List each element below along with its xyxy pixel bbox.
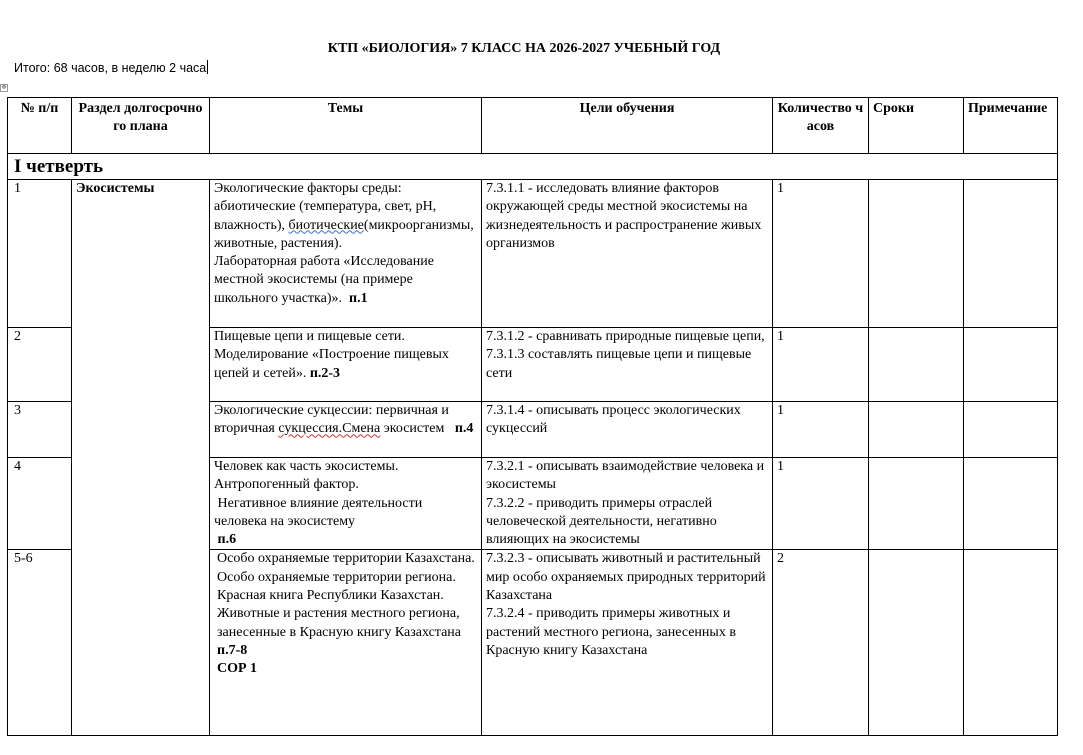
goals-cell bbox=[482, 550, 773, 736]
topic-text: Экологические сукцессии: первичная и вторичная bbox=[214, 403, 449, 437]
header-dates: Сроки bbox=[869, 98, 964, 154]
topic-text: Пищевые цепи и пищевые сети. Моделирование «Построение пищевых цепей и сетей». bbox=[214, 329, 449, 381]
goal-text: 7.3.2.4 - приводить примеры животных и растений местного региона, занесенных в Красную книгу Казахстана bbox=[486, 606, 736, 658]
notes-cell[interactable] bbox=[964, 180, 1058, 328]
hours-cell: 1 bbox=[773, 328, 869, 402]
topic-text: Лабораторная работа «Исследование местной экосистемы (на примере школьного участка)». bbox=[214, 254, 434, 306]
curriculum-table bbox=[7, 97, 1058, 736]
subtitle-text: Итого: 68 часов, в неделю 2 часа bbox=[14, 61, 207, 75]
dates-cell[interactable] bbox=[869, 328, 964, 402]
header-goals: Цели обучения bbox=[482, 98, 773, 154]
table-row bbox=[8, 180, 1058, 328]
section-cell-continued bbox=[72, 550, 210, 736]
topic-flagged-word: биотические bbox=[288, 217, 364, 233]
goals-cell bbox=[482, 328, 773, 402]
header-section: Раздел долгосрочного плана bbox=[72, 98, 210, 154]
document-subtitle[interactable] bbox=[14, 60, 208, 75]
section-cell-continued bbox=[72, 458, 210, 550]
topic-cell bbox=[210, 402, 482, 458]
header-notes: Примечание bbox=[964, 98, 1058, 154]
table-row bbox=[8, 458, 1058, 550]
topic-text: Особо охраняемые территории Казахстана. bbox=[217, 551, 475, 567]
row-num: 3 bbox=[8, 402, 72, 458]
notes-cell[interactable] bbox=[964, 550, 1058, 736]
hours-cell: 1 bbox=[773, 458, 869, 550]
goals-cell: 7.3.1.1 - исследовать влияние факторов окружающей среды местной экосистемы на жизнедеятельность и распространение живых организмов bbox=[482, 180, 773, 328]
goal-text: 7.3.2.1 - описывать взаимодействие человека и экосистемы bbox=[486, 459, 765, 493]
paragraph-ref: п.2-3 bbox=[309, 365, 341, 381]
dates-cell[interactable] bbox=[869, 180, 964, 328]
assessment-label: СОР 1 bbox=[217, 661, 258, 677]
dates-cell[interactable] bbox=[869, 550, 964, 736]
text-caret bbox=[207, 60, 208, 74]
topic-text: экосистем bbox=[380, 421, 445, 437]
goal-text: 7.3.2.3 - описывать животный и растительный мир особо охраняемых природных территорий Казахстана bbox=[486, 551, 766, 604]
row-num: 5-6 bbox=[8, 550, 72, 736]
topic-text: Красная книга Республики Казахстан. Животные и растения местного региона, занесенные в Красную книгу Казахстана bbox=[217, 588, 461, 640]
topic-flagged-word: сукцессия.Смена bbox=[278, 421, 381, 437]
row-num: 1 bbox=[8, 180, 72, 328]
table-row bbox=[8, 328, 1058, 402]
table-move-handle-icon[interactable]: ✥ bbox=[1, 84, 7, 91]
goal-text: 7.3.2.2 - приводить примеры отраслей человеческой деятельности, негативно влияющих на экосистемы bbox=[486, 495, 717, 548]
hours-cell: 2 bbox=[773, 550, 869, 736]
notes-cell[interactable] bbox=[964, 402, 1058, 458]
table-row bbox=[8, 402, 1058, 458]
table-header-row bbox=[8, 98, 1058, 154]
paragraph-ref: п.7-8 bbox=[217, 642, 248, 658]
hours-cell: 1 bbox=[773, 402, 869, 458]
notes-cell[interactable] bbox=[964, 328, 1058, 402]
quarter-label: I четверть bbox=[8, 154, 1058, 180]
row-num: 4 bbox=[8, 458, 72, 550]
topic-text: Экологические факторы среды: абиотические (температура, свет, pH, влажность), bbox=[214, 181, 437, 233]
dates-cell[interactable] bbox=[869, 458, 964, 550]
header-hours: Количество часов bbox=[773, 98, 869, 154]
section-cell-continued bbox=[72, 402, 210, 458]
section-cell: Экосистемы bbox=[72, 180, 210, 328]
topic-cell bbox=[210, 328, 482, 402]
paragraph-ref: п.1 bbox=[349, 290, 368, 306]
header-topics: Темы bbox=[210, 98, 482, 154]
topic-cell bbox=[210, 180, 482, 328]
paragraph-ref: п.6 bbox=[217, 532, 237, 548]
topic-text: Особо охраняемые территории региона. bbox=[217, 569, 456, 585]
goal-text: 7.3.1.3 составлять пищевые цепи и пищевые сети bbox=[486, 347, 752, 381]
header-num: № п/п bbox=[8, 98, 72, 154]
dates-cell[interactable] bbox=[869, 402, 964, 458]
goals-cell bbox=[482, 458, 773, 550]
goal-text: 7.3.1.2 - сравнивать природные пищевые цепи, bbox=[486, 329, 765, 344]
paragraph-ref: п.4 bbox=[454, 421, 474, 437]
quarter-row bbox=[8, 154, 1058, 180]
topic-text: Негативное влияние деятельности человека на экосистему bbox=[214, 495, 423, 529]
topic-text: Человек как часть экосистемы. Антропогенный фактор. bbox=[214, 459, 399, 493]
topic-text: (микроорганизмы, животные, растения). bbox=[214, 217, 474, 251]
hours-cell: 1 bbox=[773, 180, 869, 328]
topic-cell bbox=[210, 458, 482, 550]
document-title: КТП «БИОЛОГИЯ» 7 КЛАСС НА 2026-2027 УЧЕБНЫЙ ГОД bbox=[327, 41, 721, 56]
notes-cell[interactable] bbox=[964, 458, 1058, 550]
goals-cell: 7.3.1.4 - описывать процесс экологических сукцессий bbox=[482, 402, 773, 458]
table-row bbox=[8, 550, 1058, 736]
topic-cell bbox=[210, 550, 482, 736]
row-num: 2 bbox=[8, 328, 72, 402]
section-cell-continued bbox=[72, 328, 210, 402]
